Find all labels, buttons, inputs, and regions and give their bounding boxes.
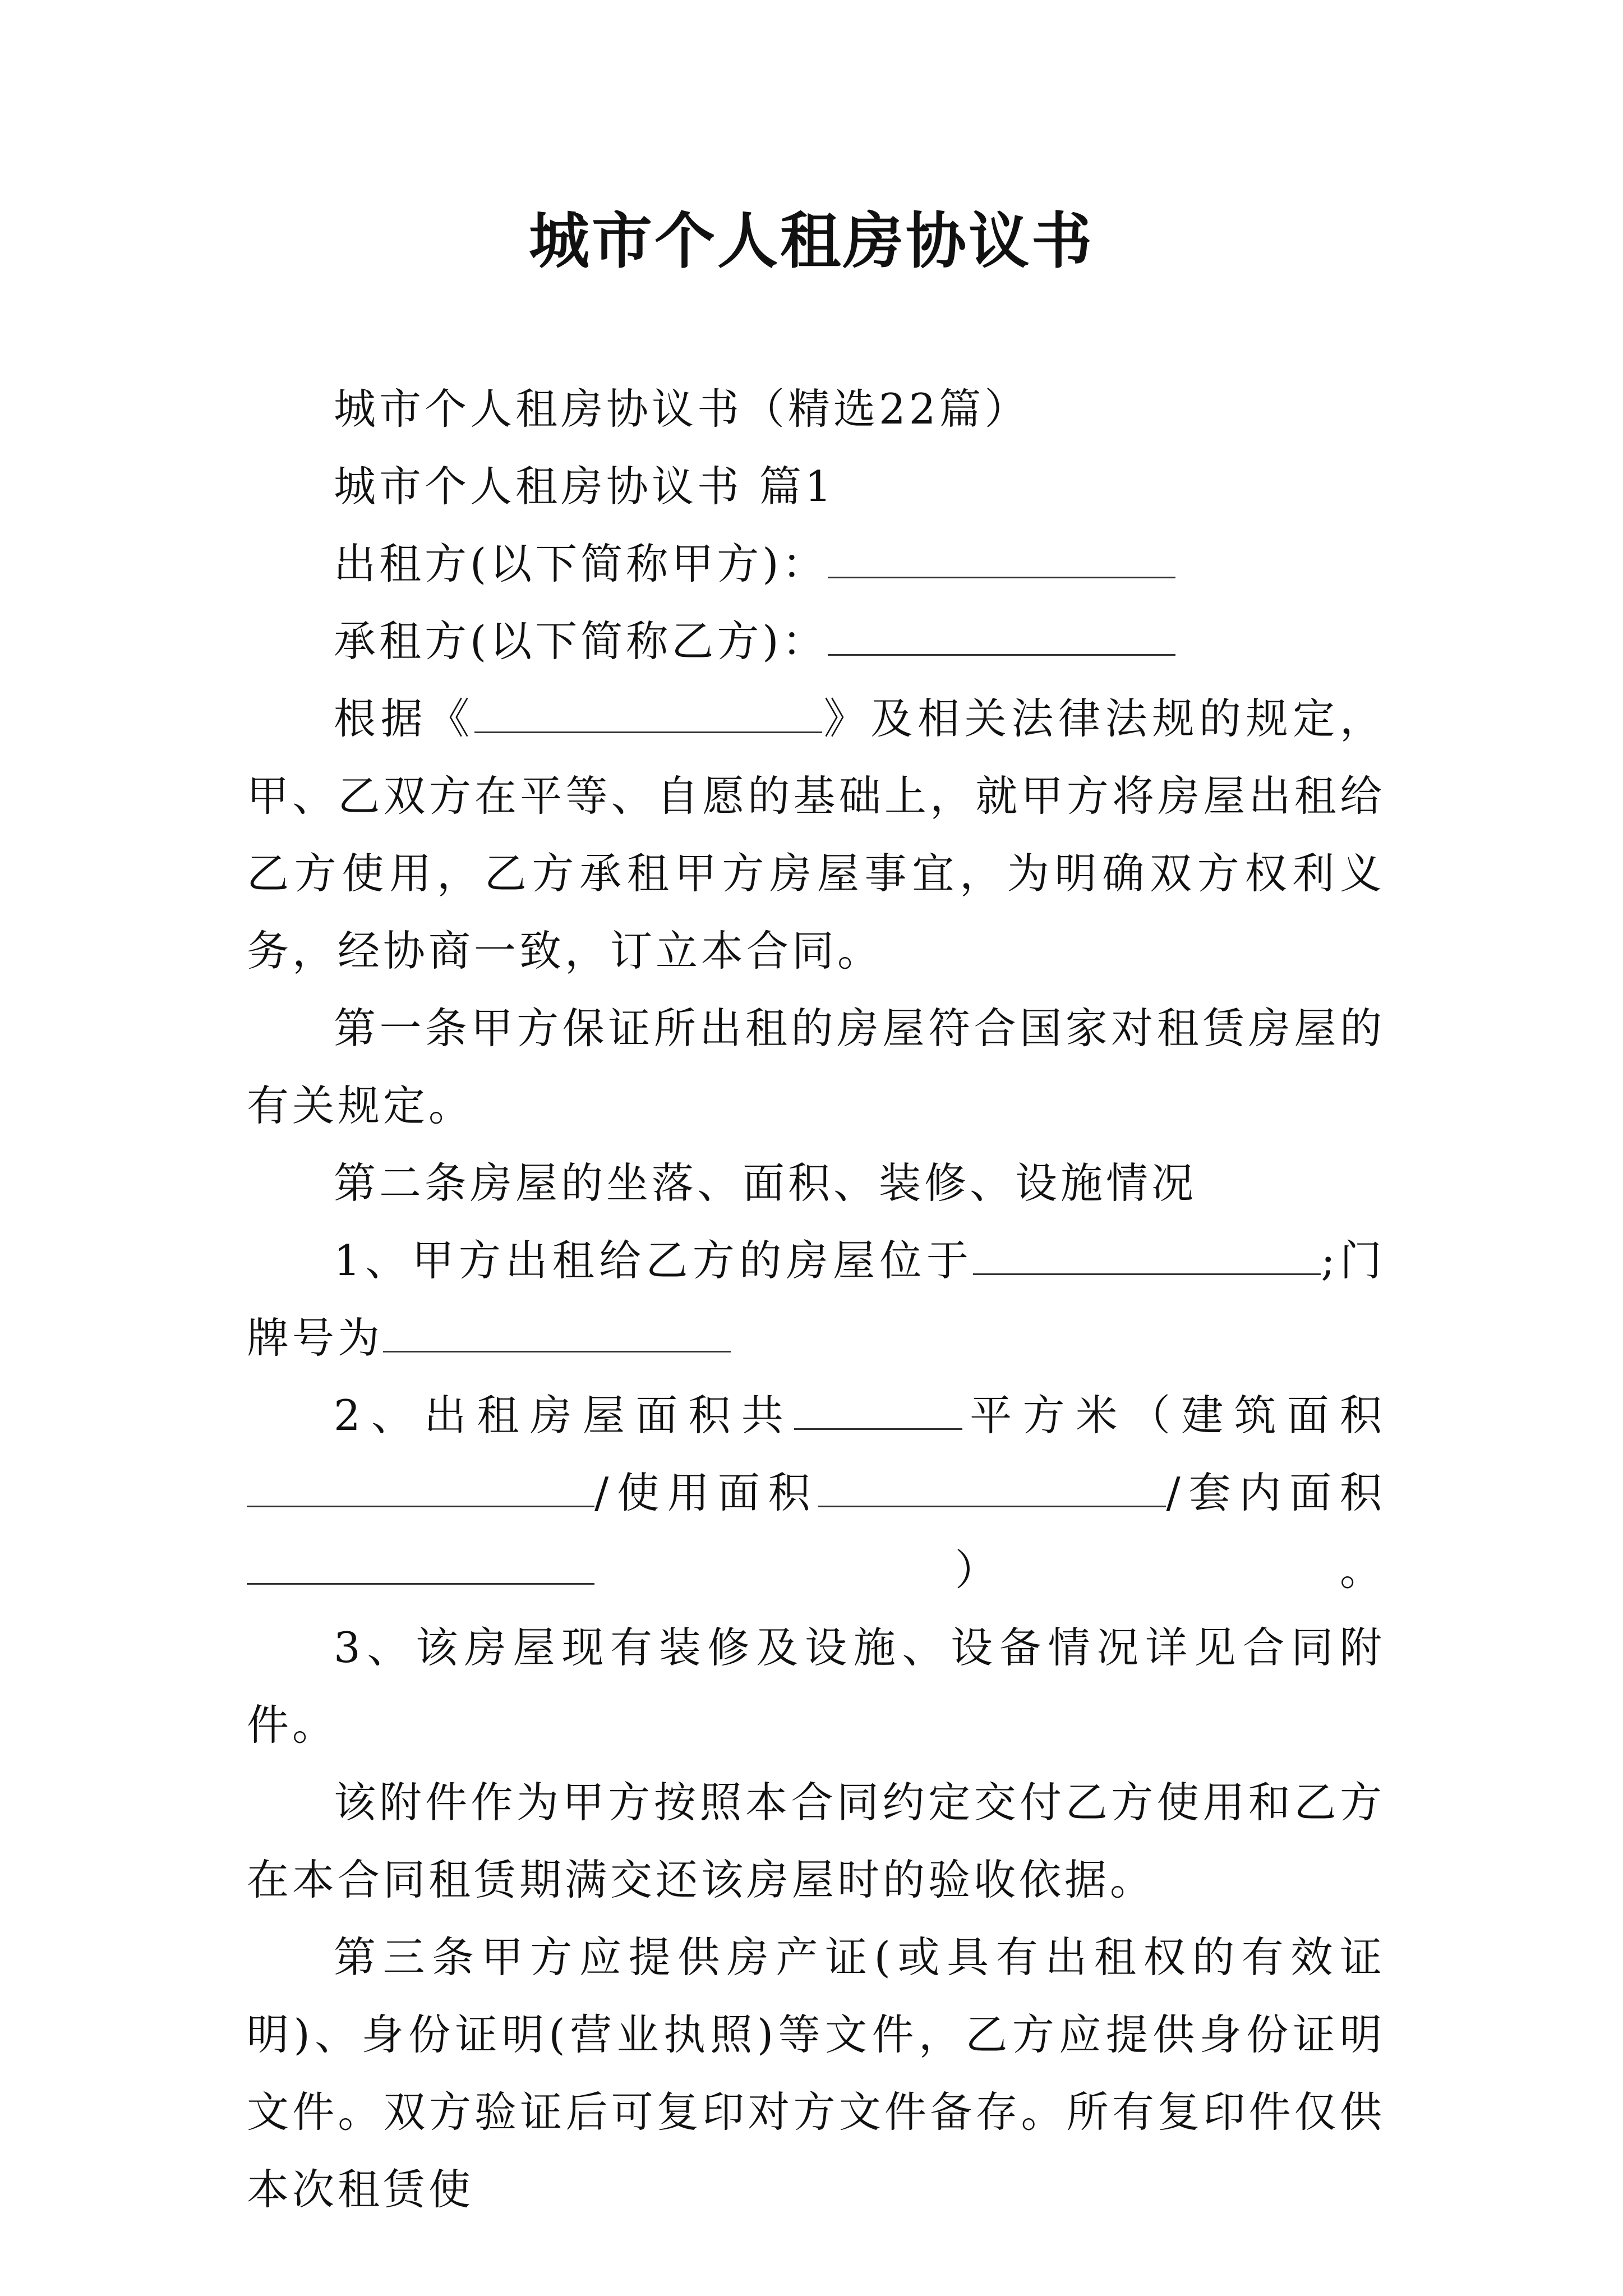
lessee-label: 承租方(以下简称乙方)： — [334, 616, 828, 666]
item-2-area — [247, 1377, 1385, 1609]
inner-area-blank — [247, 1545, 594, 1585]
document-title: 城市个人租房协议书 — [528, 206, 1094, 277]
attachment-paragraph: 该附件作为甲方按照本合同约定交付乙方使用和乙方在本合同租赁期满交还该房屋时的验收依据。 — [247, 1778, 1385, 1904]
basis-text-start: 根据《 — [334, 694, 474, 743]
lessee-line — [247, 602, 1385, 680]
subtitle-paragraph: 城市个人租房协议书（精选22篇） — [334, 384, 1030, 434]
basis-paragraph — [247, 680, 1385, 990]
total-area-blank — [794, 1391, 962, 1430]
lessor-label: 出租方(以下简称甲方)： — [334, 539, 828, 588]
section-heading: 城市个人租房协议书 篇1 — [334, 462, 835, 511]
lessor-blank — [828, 539, 1175, 579]
basis-text-rest: 》及相关法律法规的规定，甲、乙双方在平等、自愿的基础上，就甲方将房屋出租给乙方使用，乙方承租甲方房屋事宜，为明确双方权利义务，经协商一致，订立本合同。 — [247, 694, 1385, 976]
item-1-text-mid: ;门牌号为 — [247, 1236, 1385, 1363]
law-name-blank — [474, 694, 822, 734]
document-body — [247, 370, 1385, 2228]
usable-area-blank — [818, 1468, 1166, 1508]
building-area-blank — [247, 1468, 594, 1508]
item-2-text-inner: /套内面积 — [1166, 1468, 1385, 1517]
item-2-text-end: ）。 — [594, 1545, 1385, 1595]
article-1: 第一条甲方保证所出租的房屋符合国家对租赁房屋的有关规定。 — [247, 1004, 1385, 1130]
item-2-text-usable: /使用面积 — [594, 1468, 819, 1517]
house-number-blank — [383, 1313, 731, 1353]
item-2-text-building: 平方米（建筑面积 — [962, 1391, 1385, 1440]
article-2-heading: 第二条房屋的坐落、面积、装修、设施情况 — [334, 1158, 1197, 1208]
location-blank — [973, 1236, 1321, 1276]
article-3: 第三条甲方应提供房产证(或具有出租权的有效证明)、身份证明(营业执照)等文件，乙方应提供身份证明文件。双方验证后可复印对方文件备存。所有复印件仅供本次租赁使 — [247, 1932, 1385, 2214]
item-1-text-start: 1、甲方出租给乙方的房屋位于 — [334, 1236, 974, 1285]
item-3-fixtures: 3、该房屋现有装修及设施、设备情况详见合同附件。 — [247, 1623, 1385, 1750]
lessee-blank — [828, 616, 1175, 656]
item-2-text-start: 2、出租房屋面积共 — [334, 1391, 794, 1440]
item-1-location — [247, 1222, 1385, 1377]
lessor-line — [247, 525, 1385, 602]
